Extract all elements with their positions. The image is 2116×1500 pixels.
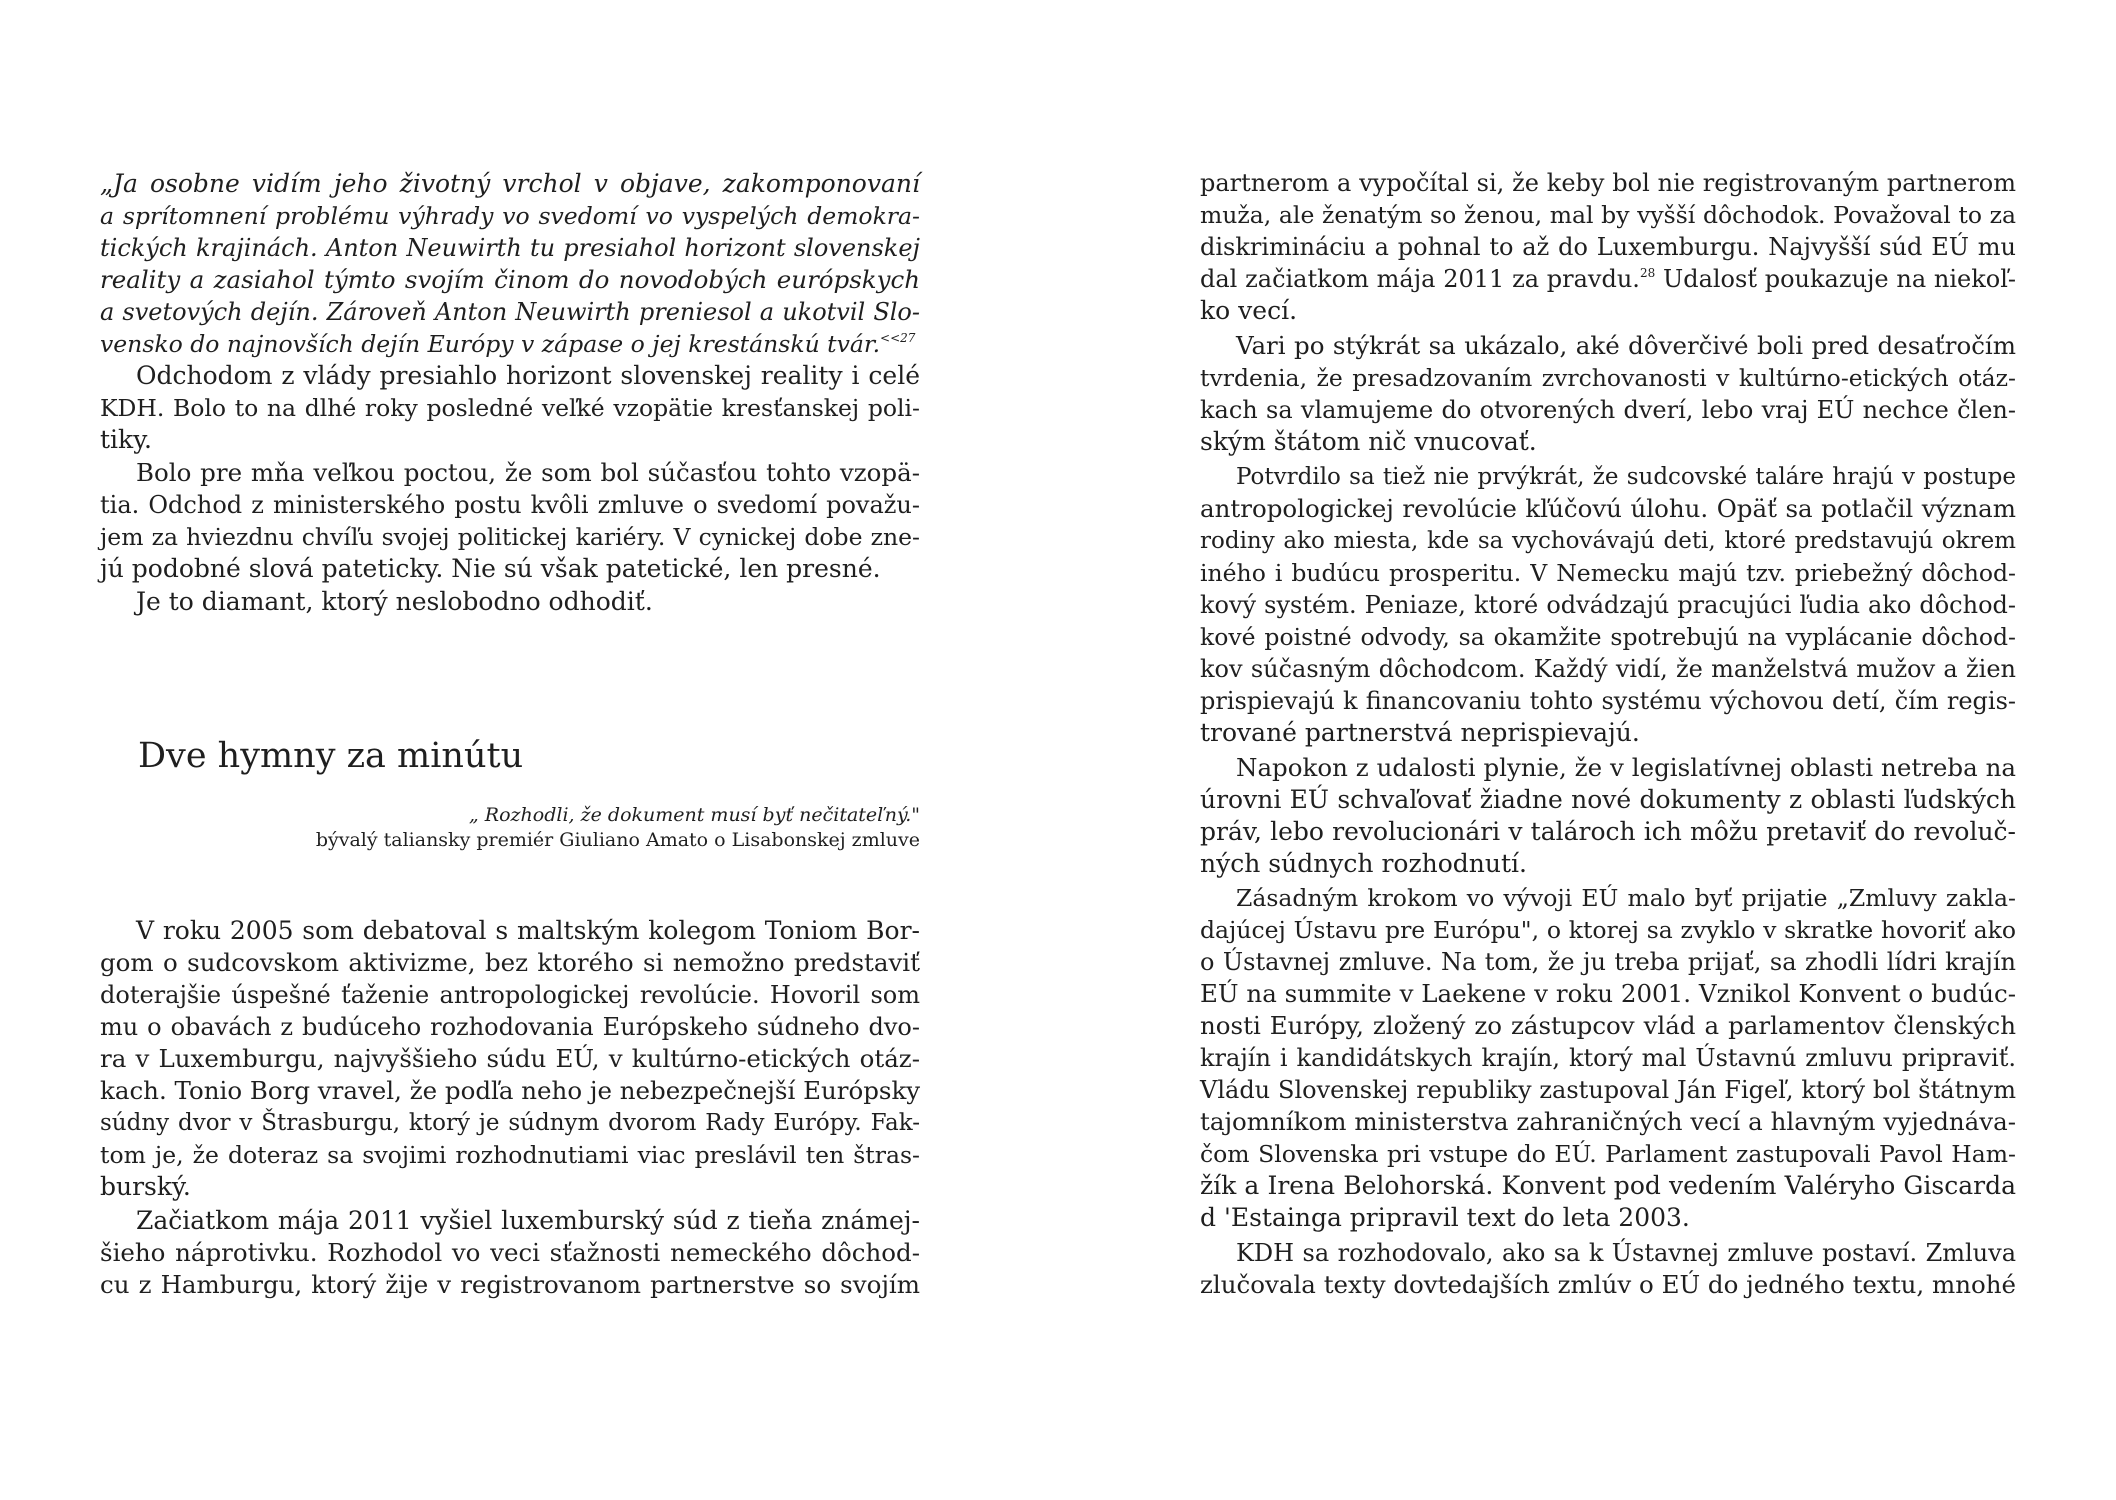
text-line: úrovni EÚ schvaľovať žiadne nové dokumenty z oblasti ľudských [1200, 785, 2016, 814]
text-line: Vari po stýkrát sa ukázalo, aké dôverčivé boli pred desaťročím [1236, 331, 2016, 360]
text-line: partnerom a vypočítal si, že keby bol nie registrovaným partnerom [1200, 169, 2016, 197]
text-line: Začiatkom mája 2011 vyšiel luxemburský súd z tieňa známej- [136, 1206, 920, 1235]
text-line: cu z Hamburgu, ktorý žije v registrovanom partnerstve so svojím [100, 1270, 920, 1299]
text-line: ných súdnych rozhodnutí. [1200, 849, 1528, 878]
text-line: KDH sa rozhodovalo, ako sa k Ústavnej zmluve postaví. Zmluva [1236, 1239, 2016, 1267]
text-line: rodiny ako miesta, kde sa vychovávajú deti, ktoré predstavujú okrem [1200, 528, 2016, 554]
text-line: nosti Európy, zložený zo zástupcov vlád a parlamentov členských [1200, 1011, 2016, 1040]
text-line: kach sa vlamujeme do otvorených dverí, lebo vraj EÚ nechce člen- [1200, 396, 2016, 424]
text-line: súdny dvor v Štrasburgu, ktorý je súdnym dvorom Rady Európy. Fak- [100, 1110, 920, 1136]
text-line-footnote [1200, 263, 2016, 297]
quote-line: a sprítomnení problému výhrady vo svedomí vo vyspelých demokra- [100, 202, 920, 230]
text-line: kov súčasným dôchodcom. Každý vidí, že manželstvá mužov a žien [1200, 655, 2016, 683]
text-line: ským štátom nič vnucovať. [1200, 427, 1537, 456]
text-line: Potvrdilo sa tiež nie prvýkrát, že sudcovské taláre hrajú v postupe [1236, 464, 2016, 490]
text-line: KDH. Bolo to na dlhé roky posledné veľké vzopätie kresťanskej poli- [100, 394, 920, 422]
text-line: gom o sudcovskom aktivizme, bez ktorého si nemožno predstaviť [100, 948, 920, 977]
text-line: Odchodom z vlády presiahlo horizont slovenskej reality i celé [136, 361, 920, 390]
text-line: práv, lebo revolucionári v talároch ich môžu pretaviť do revoluč- [1200, 817, 2016, 846]
text-segment: dal začiatkom mája 2011 za pravdu. [1200, 265, 1640, 293]
text-line: čom Slovenska pri vstupe do EÚ. Parlament zastupovali Pavol Ham- [1200, 1140, 2016, 1168]
text-line: iného i budúcu prosperitu. V Nemecku majú tzv. priebežný dôchod- [1200, 559, 2016, 587]
footnote-marker: <<27 [880, 331, 916, 345]
quote-line: „Ja osobne vidím jeho životný vrchol v objave, zakomponovaní [100, 169, 920, 198]
text-line: kach. Tonio Borg vravel, že podľa neho je nebezpečnejší Európsky [100, 1076, 921, 1105]
text-line: tajomníkom ministerstva zahraničných vecí a hlavným vyjednáva- [1200, 1107, 2016, 1136]
text-line: Je to diamant, ktorý neslobodno odhodiť. [136, 587, 653, 616]
quote-line-last [100, 328, 920, 362]
text-line: zlučovala texty dovtedajších zmlúv o EÚ do jedného textu, mnohé [1200, 1270, 2016, 1299]
text-line: prispievajú k financovaniu tohto systému výchovou detí, čím regis- [1200, 687, 2016, 715]
quote-line-text: vensko do najnovších dejín Európy v zápase o jej krestánskú tvár. [100, 330, 881, 358]
text-line: diskrimináciu a pohnal to až do Luxemburgu. Najvyšší súd EÚ mu [1200, 233, 2016, 261]
text-line: dajúcej Ústavu pre Európu", o ktorej sa zvyklo v skratke hovoriť ako [1200, 916, 2016, 944]
text-line: šieho náprotivku. Rozhodol vo veci sťažnosti nemeckého dôchod- [100, 1238, 920, 1267]
text-line: V roku 2005 som debatoval s maltským kolegom Toniom Bor- [136, 916, 920, 945]
text-line: Vládu Slovenskej republiky zastupoval Ján Figeľ, ktorý bol štátnym [1200, 1076, 2016, 1104]
text-line: žík a Irena Belohorská. Konvent pod vedením Valéryho Giscarda [1200, 1171, 2016, 1200]
quote-line: tických krajinách. Anton Neuwirth tu presiahol horizont slovenskej [100, 234, 920, 262]
text-line: Napokon z udalosti plynie, že v legislatívnej oblasti netreba na [1236, 753, 2016, 782]
text-line: trované partnerstvá neprispievajú. [1200, 718, 1640, 747]
text-line: ra v Luxemburgu, najvyššieho súdu EÚ, v kultúrno-etických otáz- [100, 1044, 920, 1073]
text-line: EÚ na summite v Laekene v roku 2001. Vznikol Konvent o budúc- [1200, 979, 2016, 1008]
text-line: tvrdenia, že presadzovaním zvrchovanosti v kultúrno-etických otáz- [1200, 364, 2016, 392]
text-line: d 'Estainga pripravil text do leta 2003. [1200, 1203, 1690, 1232]
text-line: o Ústavnej zmluve. Na tom, že ju treba prijať, sa zhodli lídri krajín [1200, 948, 2016, 976]
section-heading: Dve hymny za minútu [138, 736, 524, 776]
text-line: tiky. [100, 425, 152, 454]
epigraph-quote: „ Rozhodli, že dokument musí byť nečitateľný." [468, 804, 920, 826]
text-line: muža, ale ženatým so ženou, mal by vyšší dôchodok. Považoval to za [1200, 201, 2016, 229]
text-line: ko vecí. [1200, 296, 1298, 325]
text-line: mu o obavách z budúceho rozhodovania Európskeho súdneho dvo- [100, 1013, 920, 1041]
text-line: krajín i kandidátskych krajín, ktorý mal Ústavnú zmluvu pripraviť. [1200, 1044, 2016, 1072]
quote-line: a svetových dejín. Zároveň Anton Neuwirth preniesol a ukotvil Slo- [100, 298, 920, 326]
text-line: burský. [100, 1172, 191, 1201]
text-line: tia. Odchod z ministerského postu kvôli zmluve o svedomí považu- [100, 491, 920, 519]
text-segment: Udalosť poukazuje na niekoľ- [1655, 265, 2016, 293]
text-line: jú podobné slová pateticky. Nie sú však patetické, len presné. [100, 554, 881, 583]
epigraph-attribution: bývalý taliansky premiér Giuliano Amato o Lisabonskej zmluve [315, 829, 920, 851]
quote-line: reality a zasiahol týmto svojím činom do novodobých európskych [100, 265, 920, 294]
footnote-marker: 28 [1639, 266, 1656, 280]
text-line: Bolo pre mňa veľkou poctou, že som bol súčasťou tohto vzopä- [136, 458, 920, 487]
text-line: Zásadným krokom vo vývoji EÚ malo byť prijatie „Zmluvy zakla- [1236, 884, 2016, 912]
text-line: antropologickej revolúcie kľúčovú úlohu. Opäť sa potlačil význam [1200, 494, 2016, 523]
text-line: jem za hviezdnu chvíľu svojej politickej kariéry. V cynickej dobe zne- [100, 523, 920, 551]
text-line: tom je, že doteraz sa svojimi rozhodnutiami viac preslávil ten štras- [100, 1141, 920, 1169]
text-line: kové poistné odvody, sa okamžite spotrebujú na vyplácanie dôchod- [1200, 623, 2016, 651]
text-line: doterajšie úspešné ťaženie antropologickej revolúcie. Hovoril som [100, 981, 920, 1009]
text-line: kový systém. Peniaze, ktoré odvádzajú pracujúci ľudia ako dôchod- [1200, 591, 2016, 619]
